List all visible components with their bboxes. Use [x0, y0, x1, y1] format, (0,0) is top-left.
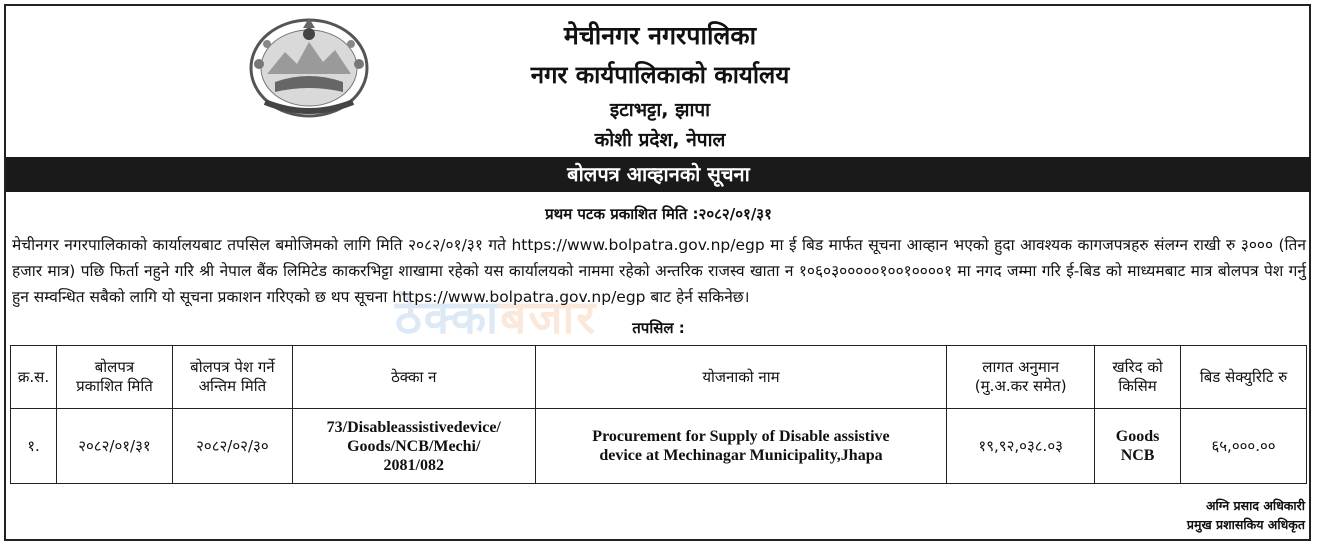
project-line2: device at Mechinagar Municipality,Jhapa: [599, 447, 883, 464]
org-name: मेचीनगर नगरपालिका: [563, 21, 757, 50]
cell-procurement-type: [1095, 409, 1181, 484]
procurement-line1: Goods: [1115, 428, 1160, 445]
header-procurement-line2: किसिम: [1118, 377, 1157, 395]
signatory-title: प्रमुख प्रशासकिय अधिकृत: [1186, 517, 1305, 532]
header-bid-security: बिड सेक्युरिटि रु: [1181, 346, 1307, 409]
procurement-line2: NCB: [1120, 447, 1155, 464]
header-procurement-line1: खरिद को: [1112, 358, 1163, 376]
watermark-part1: ठेक्का: [395, 290, 501, 344]
schedule-heading: तपसिल :: [632, 319, 685, 337]
table-row: [11, 409, 1307, 484]
header-deadline-line1: बोलपत्र पेश गर्ने: [190, 358, 275, 376]
header-published-date: [56, 346, 172, 409]
cell-project-name: [535, 409, 947, 484]
header-contract-no: ठेक्का न: [292, 346, 535, 409]
header-sn: क्र.स.: [11, 346, 57, 409]
first-published-date: प्रथम पटक प्रकाशित मिति :२०८२/०१/३१: [545, 205, 772, 223]
header-cost-estimate: [947, 346, 1095, 409]
notice-body: मेचीनगर नगरपालिकाको कार्यालयबाट तपसिल बमोजिमको लागि मिति २०८२/०१/३१ गते https://www.bolpatra.gov.np/egp मा ई बिड मार्फत सूचना आव्हान भएको हुदा आवश्यक कागजपत्रहरु संलग्न राखी रु ३००० (तिन हजार मात्र) पछि फिर्ता नहुने गरि श्री नेपाल बैंक लिमिटेड काकरभिट्टा शाखामा रहेको यस कार्यालयको नाममा रहेको अन्तरिक राजस्व खाता न १०६०३०००००१००१००००१ मा नगद जम्मा गरि ई-बिड को माध्यमबाट मात्र बोलपत्र पेश गर्नु हुन सम्वन्धित सबैको लागि यो सूचना प्रकाशन गरिएको छ थप सूचना https://www.bolpatra.gov.np/egp बाट हेर्न सकिनेछ।: [12, 236, 1306, 306]
cell-published-date: २०८२/०१/३१: [56, 409, 172, 484]
header-estimate-line2: (मु.अ.कर समेत): [974, 377, 1067, 395]
cell-bid-security: ६५,०००.००: [1181, 409, 1307, 484]
signatory-name: अग्नि प्रसाद अधिकारी: [1205, 498, 1305, 513]
header-project-name: योजनाको नाम: [535, 346, 947, 409]
contract-line1: 73/Disableassistivedevice/: [326, 418, 501, 436]
project-line1: Procurement for Supply of Disable assistive: [592, 428, 890, 445]
header-published-line2: प्रकाशित मिति: [76, 377, 153, 395]
cell-deadline: २०८२/०२/३०: [172, 409, 292, 484]
contract-line3: 2081/082: [383, 456, 444, 474]
header-estimate-line1: लागत अनुमान: [982, 358, 1060, 376]
contract-line2: Goods/NCB/Mechi/: [347, 437, 481, 455]
notice-title-banner: बोलपत्र आव्हानको सूचना: [6, 157, 1311, 192]
header-published-line1: बोलपत्र: [94, 358, 135, 376]
header-procurement-type: [1095, 346, 1181, 409]
cell-sn: १.: [11, 409, 57, 484]
header-deadline-line2: अन्तिम मिति: [198, 377, 267, 395]
cell-cost-estimate: १९,९२,०३८.०३: [947, 409, 1095, 484]
cell-contract-no: [292, 409, 535, 484]
watermark-part2: बजार: [500, 290, 598, 344]
office-name: नगर कार्यपालिकाको कार्यालय: [530, 61, 790, 89]
header-deadline: [172, 346, 292, 409]
office-province: कोशी प्रदेश, नेपाल: [594, 129, 726, 151]
tender-table: [10, 345, 1307, 484]
table-header-row: [11, 346, 1307, 409]
nepal-government-emblem-icon: [245, 14, 373, 122]
office-location: इटाभट्टा, झापा: [609, 99, 711, 121]
